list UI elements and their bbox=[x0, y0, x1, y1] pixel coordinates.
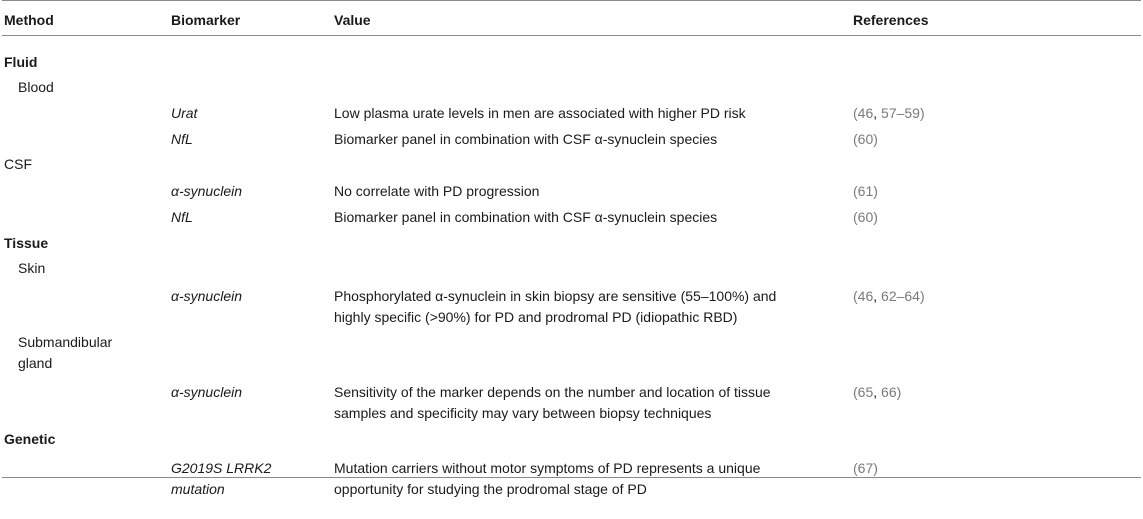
value-cell: No correlate with PD progression bbox=[334, 183, 540, 199]
biomarker-cell-line-2: mutation bbox=[171, 481, 225, 497]
biomarker-cell: Urat bbox=[171, 105, 198, 121]
references-cell: (60) bbox=[853, 209, 878, 225]
table-bottom-rule bbox=[2, 477, 1141, 478]
value-cell-line-1: Mutation carriers without motor symptoms of PD represents a unique bbox=[334, 460, 761, 476]
value-cell-line-2: samples and specificity may vary between biopsy techniques bbox=[334, 405, 712, 421]
subsection-skin: Skin bbox=[18, 260, 46, 276]
biomarker-cell: α-synuclein bbox=[171, 384, 243, 400]
references-cell: (46, 62–64) bbox=[853, 288, 925, 304]
header-references: References bbox=[853, 12, 929, 28]
references-cell: (60) bbox=[853, 131, 878, 147]
section-tissue: Tissue bbox=[4, 235, 49, 251]
subsection-csf: CSF bbox=[4, 156, 32, 172]
ref-link[interactable]: 66 bbox=[881, 384, 897, 400]
subsection-blood: Blood bbox=[18, 79, 54, 95]
references-cell: (65, 66) bbox=[853, 384, 902, 400]
ref-link[interactable]: 46 bbox=[857, 105, 874, 121]
subsection-submandibular-line-2: gland bbox=[18, 355, 53, 371]
ref-link[interactable]: 61 bbox=[857, 183, 874, 199]
header-biomarker: Biomarker bbox=[171, 12, 241, 28]
value-cell: Biomarker panel in combination with CSF α-synuclein species bbox=[334, 209, 718, 225]
header-value: Value bbox=[334, 12, 371, 28]
ref-link[interactable]: 62–64 bbox=[881, 288, 920, 304]
section-fluid: Fluid bbox=[4, 54, 38, 70]
table-header bbox=[2, 0, 1141, 36]
value-cell-line-2: highly specific (>90%) for PD and prodromal PD (idiopathic RBD) bbox=[334, 309, 738, 325]
ref-link[interactable]: 57–59 bbox=[881, 105, 920, 121]
biomarker-cell: NfL bbox=[171, 131, 193, 147]
biomarker-cell-line-1: G2019S LRRK2 bbox=[171, 460, 272, 476]
ref-link[interactable]: 65 bbox=[857, 384, 874, 400]
references-cell: (46, 57–59) bbox=[853, 105, 925, 121]
biomarker-table bbox=[2, 0, 1141, 497]
value-cell-line-1: Sensitivity of the marker depends on the number and location of tissue bbox=[334, 384, 771, 400]
references-cell: (61) bbox=[853, 183, 878, 199]
value-cell: Low plasma urate levels in men are associated with higher PD risk bbox=[334, 105, 746, 121]
ref-link[interactable]: 67 bbox=[857, 460, 874, 476]
value-cell-line-1: Phosphorylated α-synuclein in skin biopsy are sensitive (55–100%) and bbox=[334, 288, 777, 304]
header-method: Method bbox=[4, 12, 54, 28]
subsection-submandibular-line-1: Submandibular bbox=[18, 334, 113, 350]
ref-link[interactable]: 60 bbox=[857, 131, 874, 147]
ref-link[interactable]: 46 bbox=[857, 288, 874, 304]
biomarker-cell: α-synuclein bbox=[171, 183, 243, 199]
biomarker-cell: α-synuclein bbox=[171, 288, 243, 304]
section-genetic: Genetic bbox=[4, 431, 56, 447]
biomarker-cell: NfL bbox=[171, 209, 193, 225]
references-cell: (67) bbox=[853, 460, 878, 476]
value-cell: Biomarker panel in combination with CSF α-synuclein species bbox=[334, 131, 718, 147]
ref-link[interactable]: 60 bbox=[857, 209, 874, 225]
value-cell-line-2: opportunity for studying the prodromal stage of PD bbox=[334, 481, 647, 497]
